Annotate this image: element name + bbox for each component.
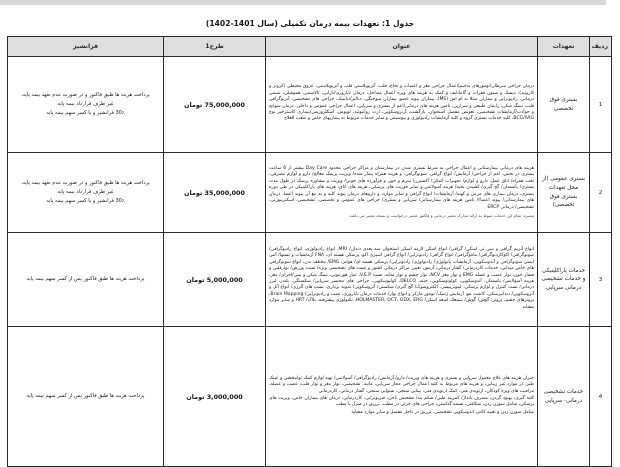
cell-tarh-amount: 35,000,000 تومان xyxy=(164,153,266,233)
franchise-line: پرداخت هزینه ها طبق فاکتور و در صورت عدم تعهد بیمه پایه، xyxy=(21,180,150,187)
onvan-note: تبصره: تمام این خدمات منوط به ارائه مدارک معتبر درمانی و فاکتور معتبر درخواست و نسخه معتبر می باشد. xyxy=(348,213,534,219)
onvan-paragraph: هزینه های درمانی بیمارستانی و اعمال جراحی به شرط بستری شدن در بیمارستان و مراکز جراحی محدود Day Care بیشتر از 6 ساعت بستری در بخش، اعم از جراحی/ آزمایش/ انواع گرافی، سونوگرافی، و هزینه همراه بیمار شده/ ویزیت پزشک معالج/ دارو و لوازم مصرفی، تخت همراه/ اتاق عمل، دارو و لوازم/ تجهیزات کمکی/ اکسیژن/ سرم و خون و فرآورده های خونی/ ویزیت و مشاوره پزشک در طول مدت بستری/ پانسمان/ گچ گیری/ کشیدن بخیه/ هزینه آمبولانس و سایر فوریت های پزشکی، هزینه های اتاق، هزینه های پاراکلینیکی در طی دوره بستری، درمان بیماری های مزمن و کهنه/ آزمایشات/ انواع گرافی و سایر موارد، و داروهای درمان پیوند کلیه و به تبع آن پیوند اعضا، درمان های بیمارستانی/ پیوند اعضاء/ تامین هزینه های بیمارستانی/ سرپایی و بستری/ جراحی های عمومی و تخصصی، تشخیصی، اسکنربیوژنی، تشخیصی/ درمانی ERCP xyxy=(269,166,534,210)
table-row xyxy=(8,233,612,327)
cell-tarh-amount: 5,000,000 تومان xyxy=(164,233,266,327)
column-header-tarh: طرح1 xyxy=(164,37,266,57)
scan-edge-band xyxy=(0,0,620,5)
column-header-taahodat: تعهدات xyxy=(538,37,590,57)
table-row xyxy=(8,153,612,233)
table-header xyxy=(8,37,612,57)
column-header-radif: ردیف xyxy=(590,37,612,57)
onvan-paragraph: جبران هزینه های علاج معمول سرپایی و بستری و هزینه های ویزیت/ دارو/ آزمایش/ رادیوگرافی/ آمبولانس/ تهیه لوازم کمک توانبخشی و عینک طبی در موارد غیر زیبایی، و هزینه های مربوط به کلیه اعمال جراحی مجاز سرپایی، مانند: تشخیصی، نوار مغز و نوار قلب، عصب و عضله، مراقبت های ویژه کودکان، ارتوپدی فنی، کمک ارتوپدی فنی، بینایی سنجی، شنوایی سنجی، گفتار درمانی، کاردرمانی xyxy=(269,375,534,394)
franchise-line: غیر طرف قرارداد بیمه پایه xyxy=(57,101,114,108)
table-row xyxy=(8,327,612,467)
cell-tarh-amount: 3,000,000 تومان xyxy=(164,327,266,467)
franchise-line: غیر طرف قرارداد بیمه پایه xyxy=(57,189,114,196)
cell-onvan xyxy=(266,233,538,327)
column-header-onvan: عنوان xyxy=(266,37,538,57)
franchise-line: پرداخت هزینه ها طبق فاکتور پس از کسر سهم بیمه پایه xyxy=(26,276,145,283)
franchise-line: 30٪ فرانشیز و یا کسر سهم بیمه پایه xyxy=(46,109,125,116)
cell-radif: 1 xyxy=(590,57,612,153)
cell-onvan xyxy=(266,153,538,233)
cell-franchise xyxy=(8,153,164,233)
table-body xyxy=(8,57,612,467)
cell-taahodat: خدمات تشخیصی درمانی- سرپایی xyxy=(538,327,590,467)
table-row xyxy=(8,57,612,153)
onvan-paragraph: شامل سوزن زدن و تعبیه کاتتر، اندوسکوپی تشخیصی، تزریق در داخل مفصل و سایر موارد مشابه xyxy=(351,409,534,415)
cell-franchise xyxy=(8,327,164,467)
franchise-line: پرداخت هزینه ها طبق فاکتور و در صورت عدم تعهد بیمه پایه، xyxy=(21,92,150,99)
cell-taahodat: خدمات پاراکلینیکی و خدمات تشخیصی درمانی سرپایی xyxy=(538,233,590,327)
column-header-franchise: فرانشیز xyxy=(8,37,164,57)
page-title: جدول 1: تعهدات بیمه درمان تکمیلی (سال 1401-1402) xyxy=(205,19,415,28)
insurance-obligations-table xyxy=(7,36,612,467)
cell-radif: 3 xyxy=(590,233,612,327)
onvan-paragraph: درمان جراحی سرطان/تومورهای بدخیم/اعمال جراحی مغز و اعصاب و نخاع، قلب، آنژیوپلاستی قلب و آنژیوپلاستی، عروق محیطی (کرونر و کاروتید)، دیسک و ستون فقرات و گامانایف و کمک به هزینه های ویژه اعمال متداخل، درمان ناباروری/نازایی، تالاسمی، هموفیلی، شیمی درمانی، رادیوتراپی و بیماران مبتلا به ام اس (MS)، بیماران پیوند عضو، بیماران سوختگی، دیالیز/دیابتیک، جراحی های تشخیصی، آنژیوگرافی قلب، سنگ شکن، زایمان طبیعی و سزارین، تامین هزینه های درمانی/اعم از بستری و سرپایی، اعمال جراحی عمومی و داخلی، درمان سوانح و حوادث/آزمایشات تشخیصی، تعویض مفصل استخوان، بازگشت، آرتروسکوپی، ارت رواتیوئید، لوپوس، اسکلروزیس/بیماری کاسترخیز نوع BCG/IVIG، کلیه خدمات بستری گروه و کلیه آزمایشات رادیولوژی و بیوشیمی و سایر خدمات مربوط به بیماریهای خاص و صعب العلاج xyxy=(269,84,534,122)
cell-radif: 4 xyxy=(590,327,612,467)
cell-franchise xyxy=(8,233,164,327)
cell-tarh-amount: 75,000,000 تومان xyxy=(164,57,266,153)
cell-onvan xyxy=(266,327,538,467)
cell-taahodat: بستری عمومی (از محل تعهدات بستری فوق تخصصی) xyxy=(538,153,590,233)
franchise-line: پرداخت هزینه ها طبق فاکتور پس از کسر سهم بیمه پایه xyxy=(26,393,145,400)
cell-franchise xyxy=(8,57,164,153)
onvan-paragraph: انواع آنزیم گرافی و سی تی اسکن/ گرافی/ انواع اسکن لازمه اسکن استخوان سه بعدی دندان/ MRI، انواع رادیولوژی، انواع رادیوگرافی/ سونوگرافی/ اکوکاردیوگرافی/ ماموگرافی/ انواع گرافی/ رادیوتراپی/ انواع گرافی اسپری اکو، پزشکی هسته ای، FNA آزمایشات و تستها/ آنتی ایمنی سونوگرافی و آندوسکوپی، آزمایشات پاتولوژی/ رادیولوژی/ رادیوتراپی/ پزشکی هسته ای/ هولتر، EMG/ مختلف بدن، انواع سونوگرافی های خاص میدانی، خدمات کاردرمانی/ گفتار درمانی، آزمون تعیین مراکز درمانی کشور و تست های تشخیصی ویژه/ تست ورزش/ نوارقلبی و فشار خون، نوار عصب و عضله EMG و نوار مغز NCV، نوار چشم و نوار مثانه، تست V.E.P، عیار هورمونی، سنگ شکن و بینی/اجزای/ مغز، هزینه آمبولانس/ پانسمان، آندوسکوپی، کولونوسکوپی، ختنه، DELCO، کولپوسکوپی، جراحی های مختصر سرپایی/ شکستگی، بلندر، لیزر درمانی/ تست کنترل و لوازم پزشکی، لیتوتریپسی، الکتروشوک/ گچ گیری/ شکستن/ آتروسکوپی/ نمونه برداری، تست های آلرژی/ انواع آتل و آتروسکوپی/ دندانپزشکی، کاشت مو، آزمایش ژنتیک/ تومور مارکر و انواع نوار/ خدمات درمان ناباروری، نصب و رادیوتراپی/ Brain Mapping، پروتزهای چشم، پروتز، گوش/ گوش/ سمعک اشعه اسکن/ HOLMASTER، OCT، GDX، ERG، تکنولوژی پیشرفته، پلاک/ HRT و سایر موارد مشابه xyxy=(269,246,535,310)
cell-radif: 2 xyxy=(590,153,612,233)
table-header-row xyxy=(8,37,612,57)
cell-taahodat: بستری فوق تخصصی xyxy=(538,57,590,153)
onvan-paragraph: کلیه گیری، بهبود گردن، مصرف بانداژ/ کمربند طبی/ شکم بند/ تشخیص ناخن، فیزیوتراپی، کاردرمانی، درمان های بیماران خاص، ویزیت های پزشکی، شامل سوزن زدن، شکافتن، تسمه گذاشتن، جراحی های جزئی در مطب، تزریق در منزل یا مطب xyxy=(269,396,534,408)
franchise-line: 30٪ فرانشیز و یا کسر سهم بیمه پایه xyxy=(46,197,125,204)
cell-onvan xyxy=(266,57,538,153)
